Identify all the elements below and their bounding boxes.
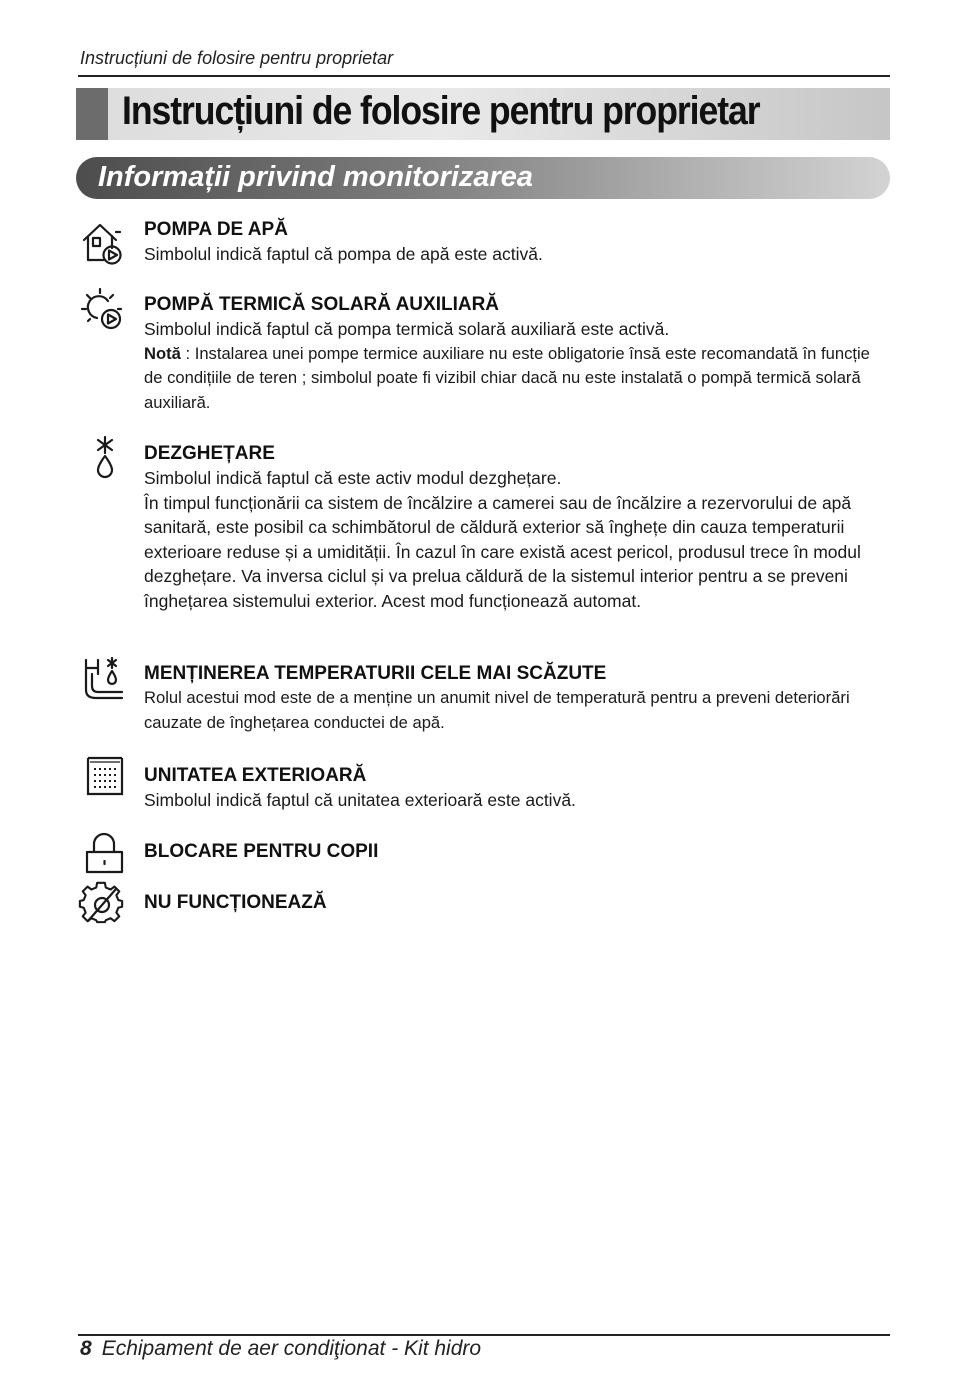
title-band [76, 88, 890, 140]
entry-text: Simbolul indică faptul că pompa de apă este activă. [144, 244, 543, 264]
note-label: Notă [144, 343, 181, 363]
running-header: Instrucțiuni de folosire pentru proprietar [80, 48, 394, 68]
defrost-icon [78, 434, 126, 482]
entry-heading: UNITATEA EXTERIOARĂ [144, 765, 367, 786]
entry-heading: BLOCARE PENTRU COPII [144, 841, 379, 862]
page-number: 8 [80, 1337, 92, 1360]
entry-heading: DEZGHEȚARE [144, 443, 275, 464]
title-accent-block [76, 88, 108, 140]
section-band [76, 157, 890, 199]
solar-pump-icon [78, 285, 126, 333]
entry-note [144, 342, 890, 416]
header-rule [78, 75, 890, 77]
entry-heading: POMPA DE APĂ [144, 219, 288, 240]
entry-heading: POMPĂ TERMICĂ SOLARĂ AUXILIARĂ [144, 294, 500, 315]
freeze-protection-icon [78, 656, 126, 704]
outdoor-unit-icon [78, 754, 126, 802]
entry-heading: NU FUNCȚIONEAZĂ [144, 892, 327, 913]
note-text: : Instalarea unei pompe termice auxiliare nu este obligatorie însă este recomandată în funcție de condițiile de teren ; simbolul poate fi vizibil chiar dacă nu este instalată o pompă termică solară auxiliară. [144, 343, 870, 412]
entry-text: În timpul funcționării ca sistem de încălzire a camerei sau de încălzire a rezervorului de apă sanitară, este posibil ca schimbătorul de căldură exterior să înghețe din cauza temperaturii exterioare reduse și a umidității. În cazul în care există acest pericol, produsul trece în modul dezghețare. Va inversa ciclul și va prelua căldură de la sistemul interior pentru a se preveni înghețarea sistemului exterior. Acest mod funcționează automat. [144, 492, 861, 611]
entry-text: Simbolul indică faptul că este activ modul dezghețare. [144, 468, 562, 488]
child-lock-icon [78, 830, 126, 878]
house-pump-icon [78, 218, 126, 266]
page-footer [80, 1336, 890, 1362]
footer-text: Echipament de aer condiţionat - Kit hidro [101, 1337, 482, 1360]
page-title: Instrucțiuni de folosire pentru proprietar [122, 89, 760, 133]
entry-text: Simbolul indică faptul că pompa termică solară auxiliară este activă. [144, 319, 670, 339]
section-title: Informații privind monitorizarea [98, 161, 534, 193]
entry-heading: MENȚINEREA TEMPERATURII CELE MAI SCĂZUTE [144, 663, 607, 684]
entry-text: Simbolul indică faptul că unitatea exterioară este activă. [144, 790, 576, 810]
entry-text: Rolul acestui mod este de a menține un anumit nivel de temperatură pentru a preveni deteriorări cauzate de înghețarea conductei de apă. [144, 688, 850, 732]
malfunction-gear-icon [78, 881, 126, 929]
